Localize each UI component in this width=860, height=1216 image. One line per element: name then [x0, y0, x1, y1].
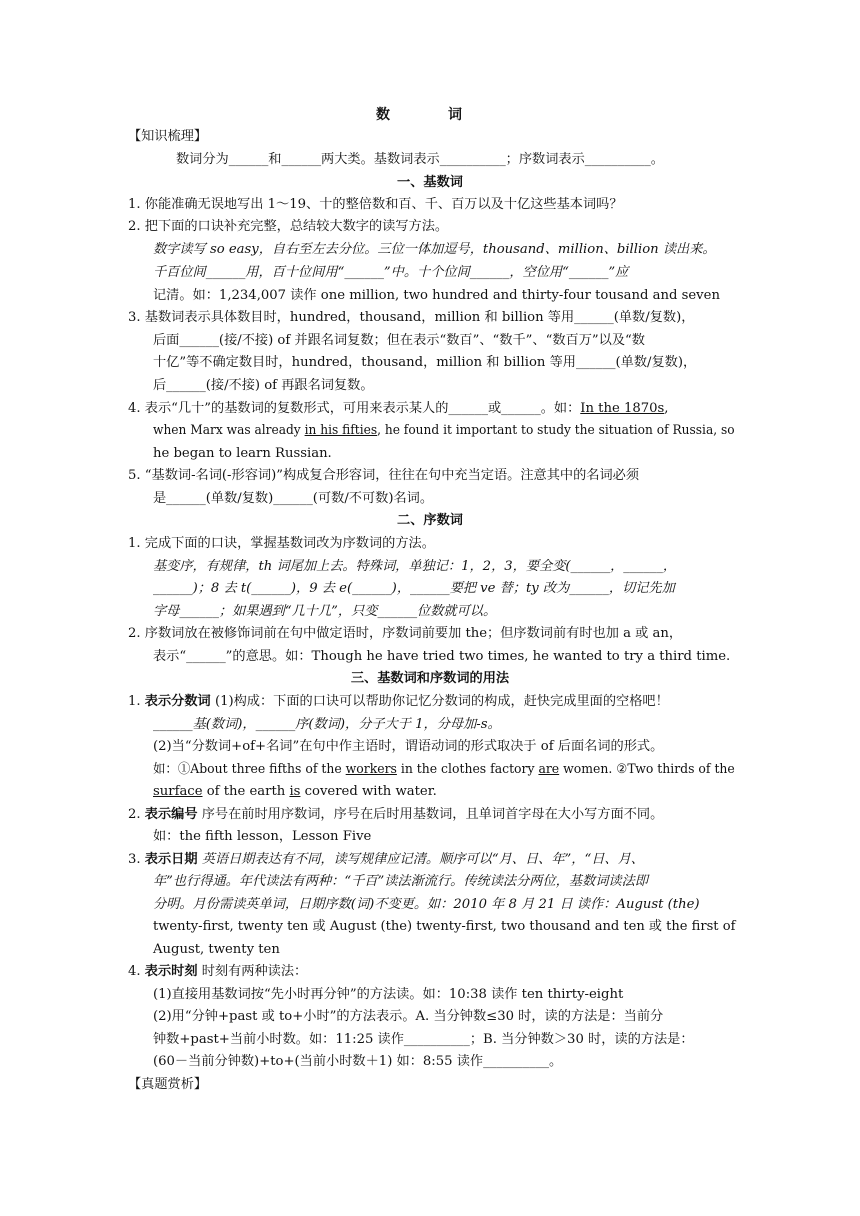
usage-item-1-line-5: surface of the earth is covered with water.: [153, 784, 437, 799]
usage-item-1-line-3: (2)当“分数词+of+名词”在句中作主语时，谓语动词的形式取决于 of 后面名词的形式。: [153, 739, 664, 754]
cardinal-item-3-line-1: 3. 基数词表示具体数目时，hundred，thousand，million 和 billion 等用______(单数/复数)，: [128, 310, 695, 325]
rhyme-line-2: 千百位间______用，百十位间用“______”中。十个位间______，空位用“______”应: [153, 265, 629, 280]
usage-item-4-heading: 表示时刻: [144, 964, 198, 979]
example-underline: in his fifties: [304, 423, 378, 438]
usage-item-3-line-1: 3. 表示日期 英语日期表达有不同，读写规律应记清。顺序可以“月、日、年”，“日、月、: [128, 852, 644, 867]
ordinal-item-2-line-2: 表示“______”的意思。如：Though he have tried two times, he wanted to try a third time.: [153, 649, 731, 664]
ordinal-rhyme-line-3: 字母______；如果遇到“几十几”，只变______位数就可以。: [153, 604, 497, 619]
cardinal-item-3-line-2: 后面______(接/不接) of 并跟名词复数；但在表示“数百”、“数千”、“数百万”以及“数: [153, 333, 645, 348]
usage-item-3-line-4: twenty-first, twenty ten 或 August (the) twenty-first, two thousand and ten 或 the first of: [153, 919, 736, 934]
cardinal-item-4-line-3: he began to learn Russian.: [153, 446, 332, 461]
ordinal-rhyme-line-1: 基变序，有规律，th 词尾加上去。特殊词，单独记：1，2，3，要全变(______，______，: [153, 559, 677, 574]
cardinal-item-5-line-1: 5. “基数词-名词(-形容词)”构成复合形容词，往往在句中充当定语。注意其中的名词必须: [128, 468, 640, 483]
usage-item-3-heading: 表示日期: [144, 852, 198, 867]
example-underline: In the 1870s: [580, 401, 665, 416]
cardinal-item-4-line-2: when Marx was already in his fifties, he found it important to study the situation of Russia, so: [153, 423, 735, 438]
section-knowledge-heading: 【知识梳理】: [128, 129, 208, 144]
cardinal-item-2: 2. 把下面的口诀补充完整，总结较大数字的读写方法。: [128, 219, 449, 234]
usage-item-4-line-2: (1)直接用基数词按“先小时再分钟”的方法读。如：10:38 读作 ten thirty-eight: [153, 987, 624, 1002]
heading-cardinal: 一、基数词: [397, 175, 463, 190]
cardinal-item-5-line-2: 是______(单数/复数)______(可数/不可数)名词。: [153, 491, 434, 506]
ordinal-item-1: 1. 完成下面的口诀，掌握基数词改为序数词的方法。: [128, 536, 435, 551]
cardinal-item-1: 1. 你能准确无误地写出 1～19、十的整倍数和百、千、百万以及十亿这些基本词吗？: [128, 197, 623, 212]
rhyme-line-1: 数字读写 so easy，自右至左去分位。三位一体加逗号，thousand、million、billion 读出来。: [153, 242, 716, 257]
usage-item-3-line-5: August, twenty ten: [153, 942, 280, 957]
intro-line: 数词分为______和______两大类。基数词表示__________；序数词表示__________。: [176, 152, 664, 167]
usage-item-2-line-1: 2. 表示编号 序号在前时用序数词，序号在后时用基数词，且单词首字母在大小写方面不同。: [128, 807, 664, 822]
usage-item-2-line-2: 如：the fifth lesson，Lesson Five: [153, 829, 372, 844]
usage-item-3-line-3: 分明。月份需读英单词，日期序数(词)不变更。如：2010 年 8 月 21 日 读作：August (the): [153, 897, 700, 912]
rhyme-line-3: 记清。如：1,234,007 读作 one million, two hundred and thirty-four tousand and seven: [153, 288, 720, 303]
cardinal-item-4-line-1: 4. 表示“几十”的基数词的复数形式，可用来表示某人的______或______。如：In the 1870s,: [128, 401, 669, 416]
usage-item-2-heading: 表示编号: [144, 807, 198, 822]
usage-item-3-line-2: 年”也行得通。年代读法有两种：“千百”读法渐流行。传统读法分两位，基数词读法即: [153, 874, 648, 889]
usage-item-4-line-1: 4. 表示时刻 时刻有两种读法：: [128, 964, 308, 979]
cardinal-item-3-line-3: 十亿”等不确定数目时，hundred，thousand，million 和 billion 等用______(单数/复数)，: [153, 355, 697, 370]
usage-item-4-line-4: 钟数+past+当前小时数。如：11:25 读作__________；B. 当分钟数＞30 时，读的方法是：: [153, 1032, 694, 1047]
section-exam-heading: 【真题赏析】: [128, 1077, 208, 1092]
page-title: 数 词: [376, 107, 484, 123]
heading-ordinal: 二、序数词: [397, 513, 463, 528]
usage-item-1-heading: 表示分数词: [144, 694, 211, 709]
usage-item-1-line-2: ______基(数词)，______序(数词)，分子大于 1，分母加-s。: [153, 717, 501, 732]
usage-item-1-line-1: 1. 表示分数词 (1)构成：下面的口诀可以帮助你记忆分数词的构成，赶快完成里面的空格吧！: [128, 694, 669, 709]
usage-item-1-line-4: 如：①About three fifths of the workers in the clothes factory are women. ②Two thirds of the: [153, 762, 735, 777]
usage-item-4-line-3: (2)用“分钟+past 或 to+小时”的方法表示。A. 当分钟数≤30 时，读的方法是：当前分: [153, 1009, 664, 1024]
cardinal-item-3-line-4: 后______(接/不接) of 再跟名词复数。: [153, 378, 374, 393]
ordinal-rhyme-line-2: ______)；8 去 t(______)，9 去 e(______)，______要把 ve 替；ty 改为______，切记先加: [153, 581, 675, 596]
usage-item-4-line-5: (60－当前分钟数)+to+(当前小时数＋1) 如：8:55 读作__________。: [153, 1054, 563, 1069]
ordinal-item-2-line-1: 2. 序数词放在被修饰词前在句中做定语时，序数词前要加 the；但序数词前有时也加 a 或 an，: [128, 626, 683, 641]
heading-usage: 三、基数词和序数词的用法: [350, 671, 510, 686]
